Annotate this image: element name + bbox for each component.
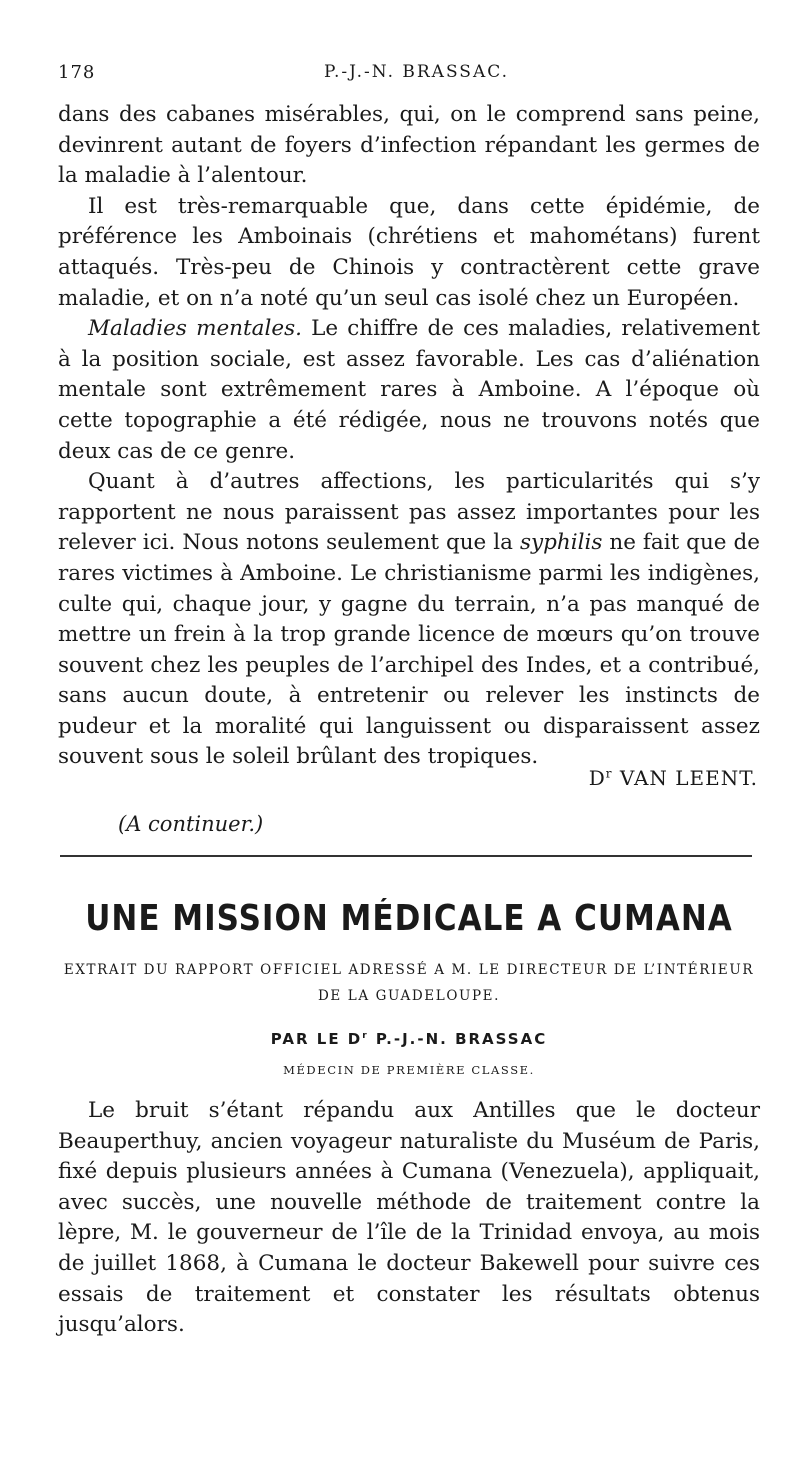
article-byline: PAR LE $D^r$ P.-J.-N. BRASSAC — [270, 1030, 548, 1048]
article-text — [58, 1096, 760, 1341]
paragraph-mental-diseases — [58, 314, 760, 467]
article-subtitle-line1: EXTRAIT DU RAPPORT OFFICIEL ADRESSÉ A M. LE DIRECTEUR DE L’INTÉRIEUR — [63, 962, 755, 978]
page-number: 178 — [58, 62, 96, 83]
section-heading-mental-diseases: Maladies mentales. — [88, 316, 302, 342]
author-signature: $D^r$ VAN LEENT. — [588, 766, 758, 790]
paragraph-continued: dans des cabanes misérables, qui, on le comprend sans peine, devinrent autant de foyers d’infection répandant les germes de la maladie à l’alentour. — [58, 102, 760, 189]
main-text — [58, 100, 760, 773]
syphilis-term: syphilis — [519, 530, 603, 556]
article-subtitle-line2: DE LA GUADELOUPE. — [318, 988, 500, 1004]
other-affections-text-a: Quant à d’autres affections, les particularités qui s’y rapportent ne nous paraissent pas assez importantes pour les relever ici. Nous notons seulement que la — [58, 469, 760, 556]
other-affections-text-b: ne fait que de rares victimes à Amboine. Le christianisme parmi les indigènes, culte qui, chaque jour, y gagne du terrain, n’a pas manqué de mettre un frein à la trop grande licence de mœurs qu’on trouve souvent chez les peuples de l’archipel des Indes, et a contribué, sans aucun doute, à entretenir ou relever les instincts de pudeur et la moralité qui languissent ou disparaissent assez souvent sous le soleil brûlant des tropiques. — [58, 530, 760, 770]
mental-diseases-text: Le chiffre de ces maladies, relativement à la position sociale, est assez favorable. Les cas d’aliénation mentale sont extrêmement rares à Amboine. A l’époque où cette topographie a été rédigée, nous ne trouvons notés que deux cas de ce genre. — [58, 316, 760, 464]
continuation-note: (A continuer.) — [118, 812, 264, 836]
running-head: P.-J.-N. BRASSAC. — [324, 62, 510, 82]
article-paragraph-1: Le bruit s’étant répandu aux Antilles que le docteur Beauperthuy, ancien voyageur naturaliste du Muséum de Paris, fixé depuis plusieurs années à Cumana (Venezuela), appliquait, avec succès, une nouvelle méthode de traitement contre la lèpre, M. le gouverneur de l’île de la Trinidad envoya, au mois de juillet 1868, à Cumana le docteur Bakewell pour suivre ces essais de traitement et constater les résultats obtenus jusqu’alors. — [58, 1098, 760, 1338]
paragraph-other-affections — [58, 467, 760, 773]
article-title: UNE MISSION MÉDICALE A CUMANA — [85, 898, 733, 940]
section-divider — [60, 855, 752, 857]
author-role: MÉDECIN DE PREMIÈRE CLASSE. — [283, 1063, 535, 1077]
paragraph-epidemic: Il est très-remarquable que, dans cette épidémie, de préférence les Amboinais (chrétiens et mahométans) furent attaqués. Très-peu de Chinois y contractèrent cette grave maladie, et on n’a noté qu’un seul cas isolé chez un Européen. — [58, 193, 760, 311]
page-header — [58, 62, 758, 90]
